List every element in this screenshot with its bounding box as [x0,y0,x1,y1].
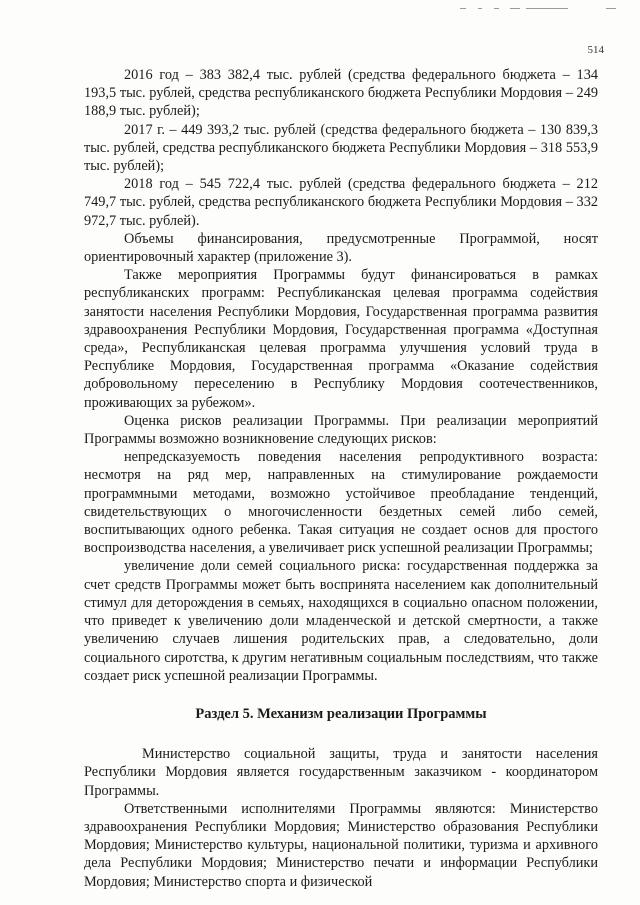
page-number: 514 [587,44,604,56]
paragraph-republican-programs: Также мероприятия Программы будут финансироваться в рамках республиканских программ: Республиканская целевая программа содействия занятости населения Республики Мордовия, Государственная программа развития здравоохранения Республики Мордовия, Государственная программа «Доступная среда», Республиканская целевая программа улучшения условий труда в Республике Мордовия, Государственная программа «Оказание содействия добровольному переселению в Республику Мордовия соотечественников, проживающих за рубежом». [84,267,598,411]
paragraph-executors: Ответственными исполнителями Программы являются: Министерство здравоохранения Республики Мордовия; Министерство образования Республики Мордовия; Министерство культуры, национальной политики, туризма и архивного дела Республики Мордовия; Министерство печати и информации Республики Мордовия; Министерство спорта и физической [84,800,598,890]
paragraph-funding-2018: 2018 год – 545 722,4 тыс. рублей (средства федерального бюджета – 212 749,7 тыс. рублей, средства республиканского бюджета Республики Мордовия – 332 972,7 тыс. рублей). [84,176,598,229]
document-body [84,66,598,891]
paragraph-risk-social: увеличение доли семей социального риска: государственная поддержка за счет средств Программы может быть воспринята населением как дополнительный стимул для деторождения в семьях, находящихся в социально опасном положении, что приведет к увеличению доли младенческой и детской смертности, а также увеличению случаев лишения родительских прав, а следовательно, доли социального сиротства, к другим негативным социальным последствиям, что также создает риск успешной реализации Программы. [84,558,598,684]
paragraph-funding-volumes: Объемы финансирования, предусмотренные Программой, носят ориентировочный характер (приложение 3). [84,230,598,266]
paragraph-risk-assessment: Оценка рисков реализации Программы. При реализации мероприятий Программы возможно возникновение следующих рисков: [84,412,598,448]
paragraph-funding-2017: 2017 г. – 449 393,2 тыс. рублей (средства федерального бюджета – 130 839,3 тыс. рублей, средства республиканского бюджета Республики Мордовия – 318 553,9 тыс. рублей); [84,121,598,175]
paragraph-risk-unpredictability: непредсказуемость поведения населения репродуктивного возраста: несмотря на ряд мер, направленных на стимулирование рождаемости программными методами, возможно устойчивое преобладание тенденций, свидетельствующих о многочисленности бездетных семей либо семей, воспитывающих одного ребенка. Такая ситуация не создает основ для простого воспроизводства населения, а увеличивает риск успешной реализации Программы; [84,449,598,557]
paragraph-ministry-coordinator: Министерство социальной защиты, труда и занятости населения Республики Мордовия является государственным заказчиком - координатором Программы. [84,746,598,799]
scan-artifact-marks [430,6,630,12]
section-title: Раздел 5. Механизм реализации Программы [195,705,487,722]
paragraph-funding-2016: 2016 год – 383 382,4 тыс. рублей (средства федерального бюджета – 134 193,5 тыс. рублей, средства республиканского бюджета Республики Мордовия – 249 188,9 тыс. рублей); [84,67,598,120]
